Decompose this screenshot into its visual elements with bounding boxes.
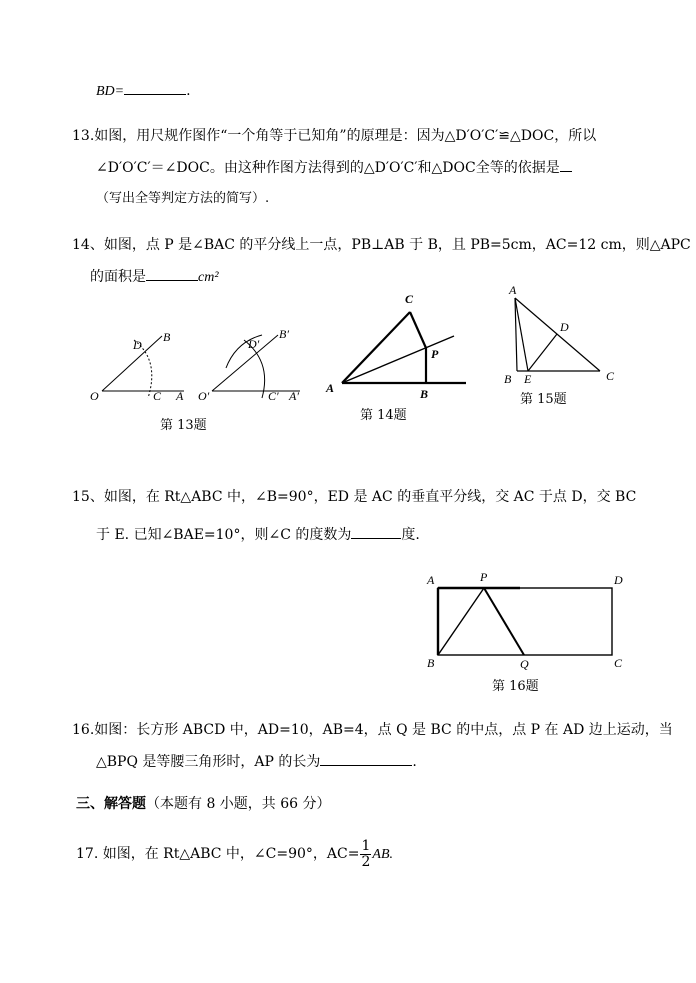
q16-answer-blank[interactable]	[320, 751, 412, 766]
fig16-label-Q: Q	[520, 657, 529, 671]
fig14-label-B: B	[420, 387, 429, 401]
section3-title: 三、解答题	[76, 796, 146, 812]
fig15-label-A: A	[509, 283, 517, 297]
fig15-label-C: C	[606, 369, 615, 383]
q15-line2-suffix: 度.	[401, 527, 420, 543]
fig16-label-D: D	[614, 573, 623, 587]
fig15-caption: 第 15题	[520, 392, 567, 407]
fig14-caption: 第 14题	[360, 408, 407, 423]
fig13-label-A-prime: A′	[289, 389, 299, 403]
q16-line2-suffix: .	[412, 754, 417, 770]
fig13-label-C-prime: C′	[268, 389, 279, 403]
fig16-pq	[484, 588, 524, 655]
fig13-label-B: B	[163, 330, 171, 344]
section3-heading	[76, 794, 331, 814]
fig14-label-A: A	[326, 381, 335, 395]
q13-line2-text: ∠D′O′C′＝∠DOC。由这种作图方法得到的△D′O′C′和△DOC全等的依据是	[96, 160, 560, 176]
q14-unit: cm²	[198, 270, 219, 285]
fig16-label-A: A	[427, 573, 435, 587]
fig16-bp	[438, 588, 484, 655]
fig15-label-D: D	[560, 320, 569, 334]
q12-prefix: BD=	[96, 84, 125, 99]
fig13-caption: 第 13题	[160, 418, 207, 433]
q14-line1: 14、如图，点 P 是∠BAC 的平分线上一点，PB⊥AB 于 B，且 PB=5cm，AC=12 cm，则△APC	[72, 237, 691, 253]
q14-line2-prefix: 的面积是	[90, 269, 146, 285]
q17-fraction	[360, 839, 371, 870]
q12-suffix: .	[186, 83, 191, 99]
fig13-label-O-prime: O′	[198, 389, 210, 403]
fig13-label-B-prime: B′	[279, 327, 289, 341]
fig15-label-E: E	[524, 372, 532, 386]
fig13-label-D: D	[133, 338, 142, 352]
fig16-label-P: P	[480, 570, 488, 584]
fig13-label-A: A	[176, 389, 184, 403]
q17-frac-num: 1	[361, 837, 371, 854]
fig16-rectangle	[438, 588, 612, 655]
q16-line2-prefix: △BPQ 是等腰三角形时，AP 的长为	[96, 754, 321, 770]
fig14-label-P: P	[431, 347, 439, 361]
q13-line1: 13.如图，用尺规作图作“一个角等于已知角”的原理是：因为△D′O′C′≌△DOC，所以	[72, 128, 597, 144]
fig13-label-D-prime: D′	[248, 337, 260, 351]
q17-line	[76, 836, 393, 873]
fig15-label-B: B	[504, 372, 512, 386]
q13-line3: （写出全等判定方法的简写）.	[96, 191, 270, 206]
q16-line1: 16.如图：长方形 ABCD 中，AD=10，AB=4，点 Q 是 BC 的中点，点 P 在 AD 边上运动，当	[72, 722, 673, 738]
q17-suffix: AB.	[372, 847, 393, 862]
fig16-label-B: B	[427, 656, 435, 670]
section3-note: （本题有 8 小题，共 66 分）	[146, 796, 331, 812]
q16-line2	[96, 751, 417, 772]
q17-frac-den: 2	[361, 853, 371, 870]
fig13-label-O: O	[90, 389, 99, 403]
q17-prefix: 17. 如图，在 Rt△ABC 中，∠C=90°，AC=	[76, 846, 360, 862]
fig16-caption: 第 16题	[492, 679, 539, 694]
fig14-label-C: C	[405, 292, 414, 306]
q15-line2-prefix: 于 E. 已知∠BAE=10°，则∠C 的度数为	[96, 527, 352, 543]
q15-line1: 15、如图，在 Rt△ABC 中，∠B=90°，ED 是 AC 的垂直平分线，交 AC 于点 D，交 BC	[72, 489, 637, 505]
fig16-label-C: C	[614, 656, 623, 670]
fig13-label-C: C	[153, 389, 162, 403]
